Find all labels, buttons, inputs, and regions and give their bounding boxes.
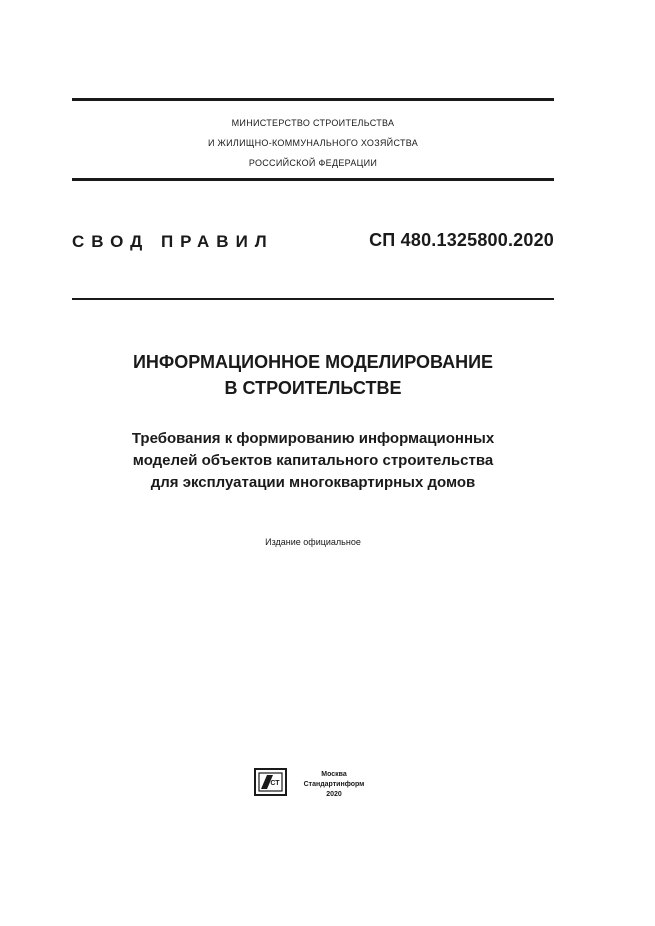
standartinform-logo-icon: [254, 768, 287, 796]
code-bottom-rule: [72, 298, 554, 300]
ministry-line: РОССИЙСКОЙ ФЕДЕРАЦИИ: [248, 158, 378, 168]
publication-year: 2020: [326, 791, 342, 798]
document-number: СП 480.1325800.2020: [369, 230, 554, 250]
ministry-header: [72, 113, 554, 173]
edition-note: Издание официальное: [265, 537, 361, 547]
subtitle-line: Требования к формированию информационных: [131, 430, 495, 447]
subtitle-line: моделей объектов капитального строительства: [132, 452, 494, 469]
subtitle-line: для эксплуатации многоквартирных домов: [150, 474, 476, 491]
publisher-city: Москва: [321, 771, 347, 778]
document-subtitle: [72, 428, 554, 494]
publisher-name: Стандартинформ: [303, 781, 365, 788]
top-rule: [72, 98, 554, 101]
document-type: СВОД ПРАВИЛ: [72, 232, 274, 251]
title-line: В СТРОИТЕЛЬСТВЕ: [224, 378, 402, 398]
publisher-info: [294, 770, 374, 800]
document-title: [72, 349, 554, 401]
ministry-bottom-rule: [72, 178, 554, 181]
logo-letters: СТ: [270, 780, 280, 787]
ministry-line: И ЖИЛИЩНО-КОММУНАЛЬНОГО ХОЗЯЙСТВА: [207, 138, 419, 148]
document-code-row: [72, 230, 554, 254]
title-line: ИНФОРМАЦИОННОЕ МОДЕЛИРОВАНИЕ: [132, 352, 494, 372]
ministry-line: МИНИСТЕРСТВО СТРОИТЕЛЬСТВА: [231, 118, 395, 128]
